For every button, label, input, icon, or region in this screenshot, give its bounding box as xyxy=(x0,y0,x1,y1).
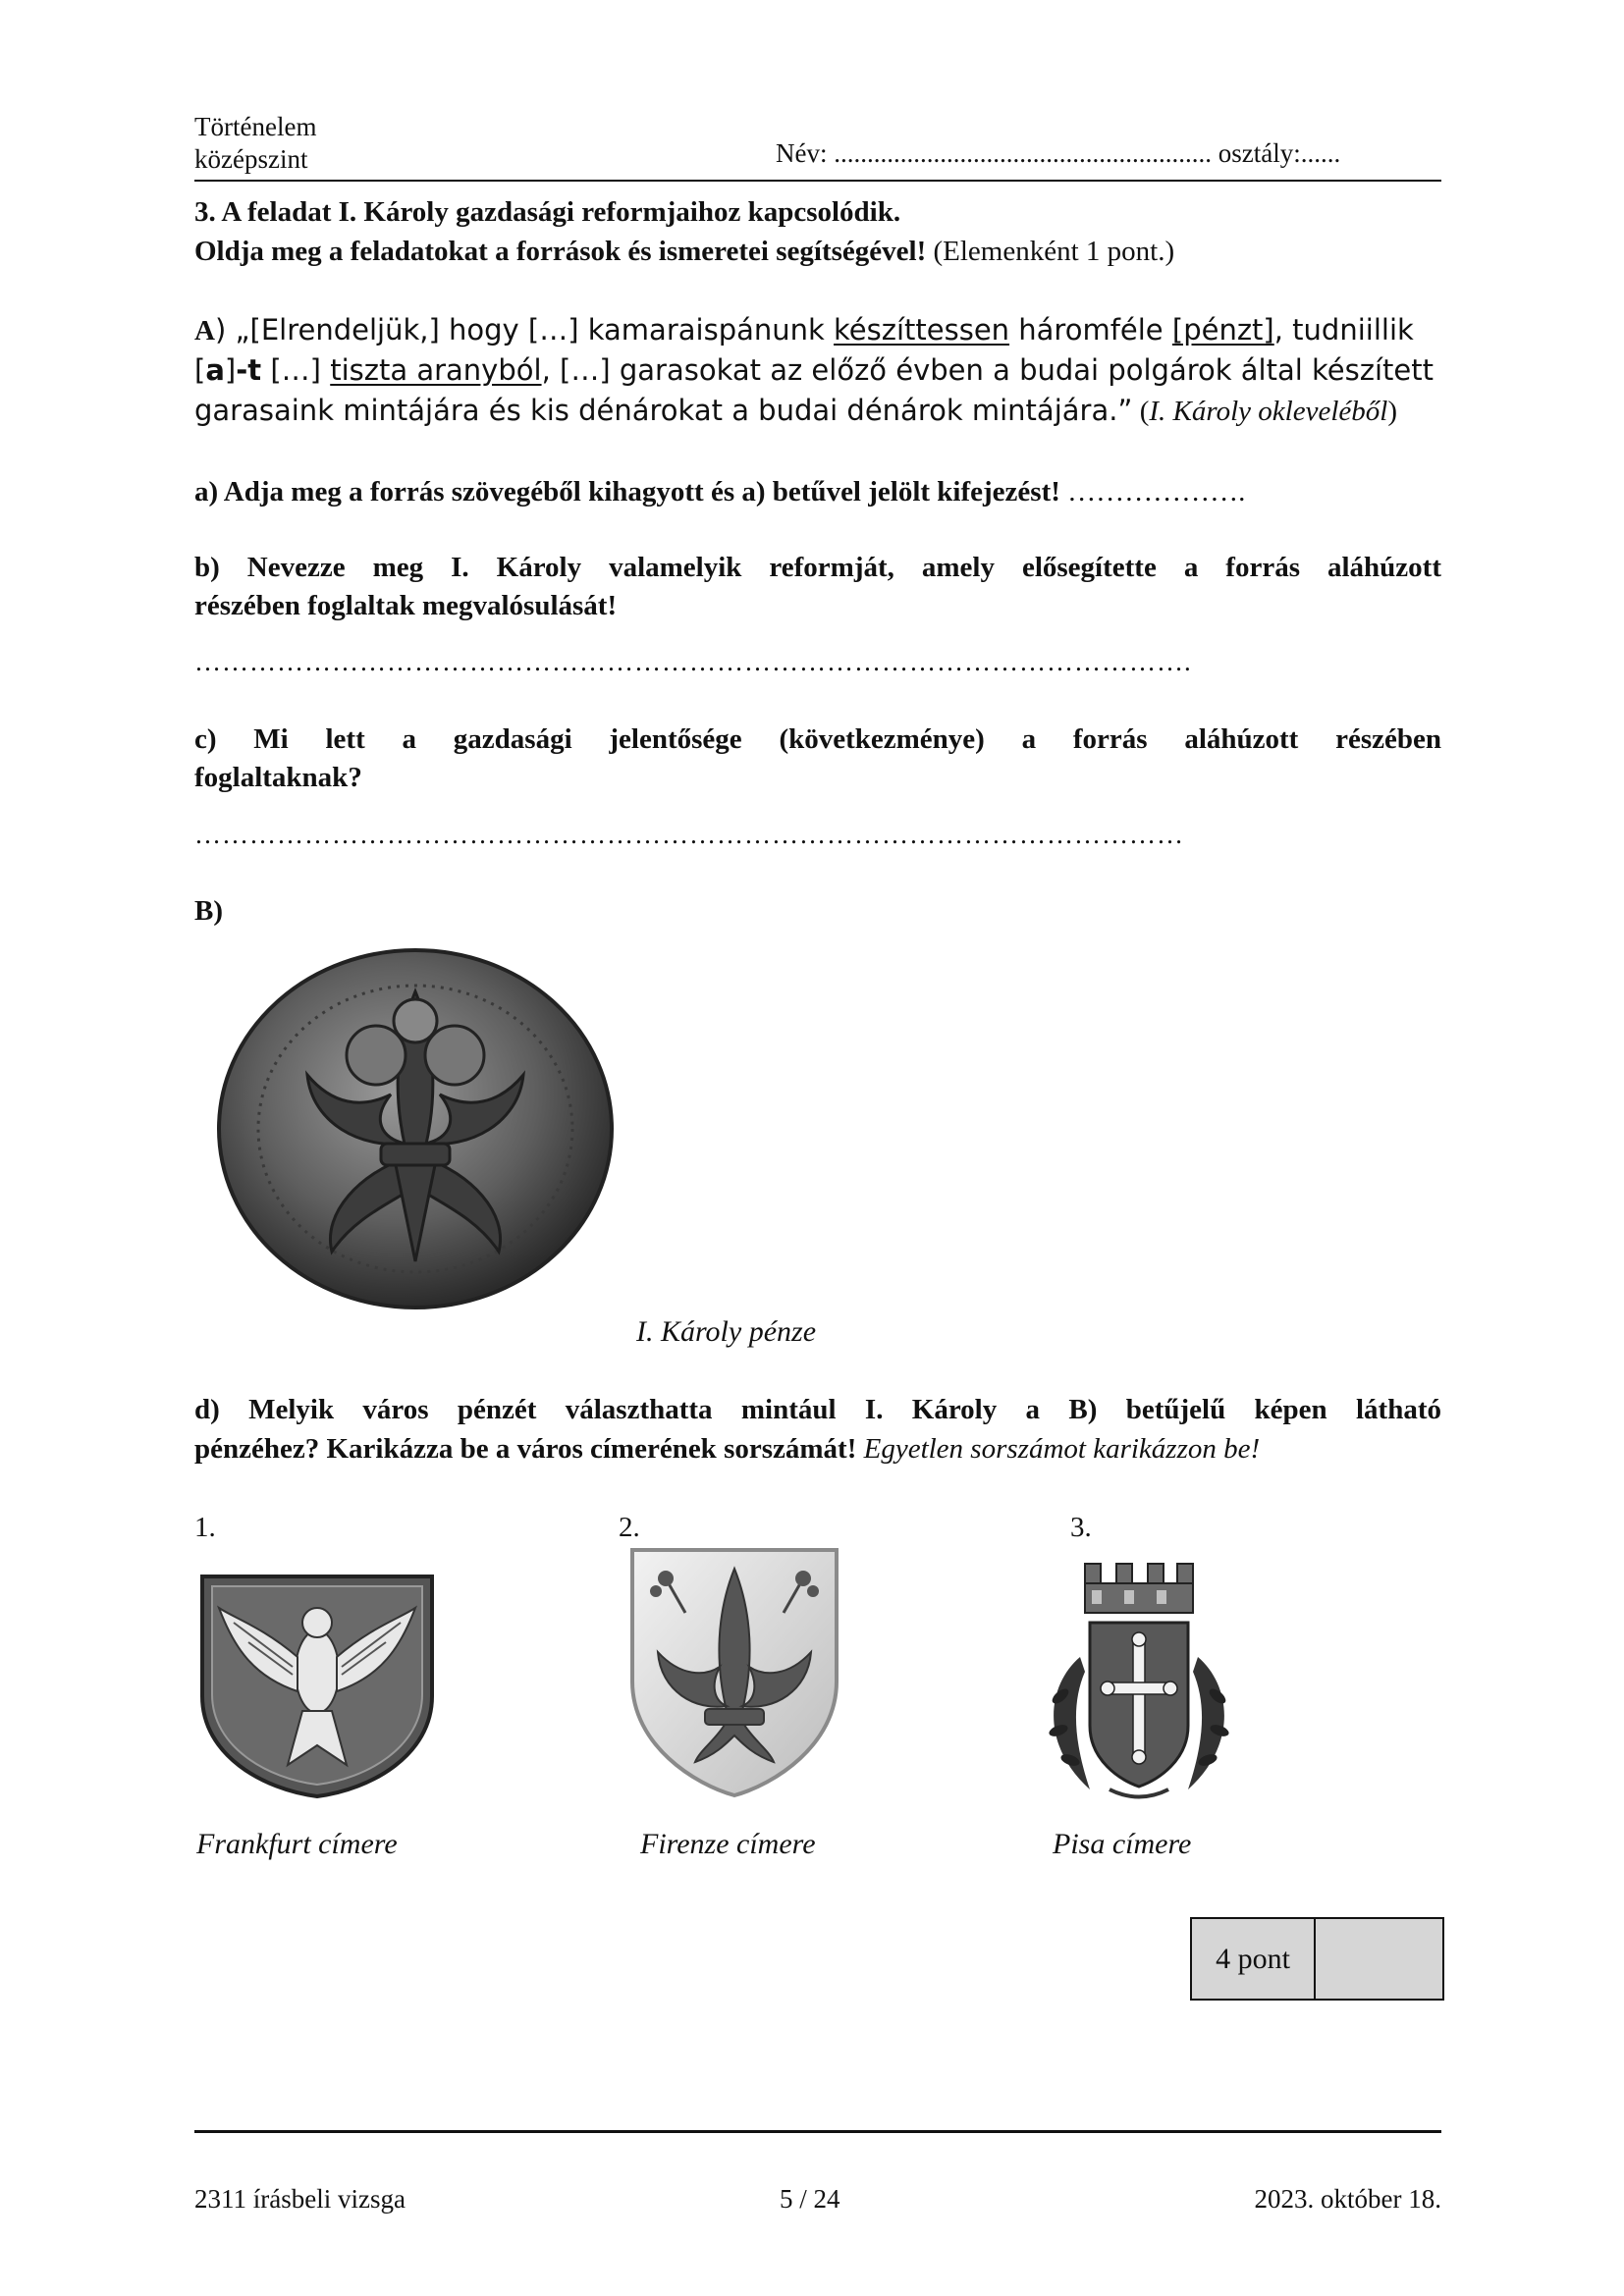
question-c-line-2: foglaltaknak? xyxy=(194,762,362,793)
underlined-phrase-tiszta-aranybol: tiszta aranyból xyxy=(330,353,542,387)
arms-caption-1: Frankfurt címere xyxy=(196,1828,398,1860)
source-a-line-3 xyxy=(194,391,1397,431)
cross-shield-crown-icon xyxy=(1031,1549,1247,1814)
question-b xyxy=(194,549,1441,587)
arms-number-1[interactable]: 1. xyxy=(194,1512,216,1543)
question-b-line-2: részében foglaltak megvalósulását! xyxy=(194,590,618,621)
footer-page: 5 / 24 xyxy=(780,2184,840,2214)
arms-number-2[interactable]: 2. xyxy=(619,1512,640,1543)
header-rule xyxy=(194,180,1441,182)
question-d xyxy=(194,1391,1441,1429)
level-label: középszint xyxy=(194,144,308,174)
attribution-close: ) xyxy=(1387,396,1397,427)
question-a xyxy=(194,473,1245,511)
firenze-arms xyxy=(626,1544,842,1801)
instruction-points: (Elemenként 1 pont.) xyxy=(933,236,1175,267)
bracket-open: [ xyxy=(194,353,206,387)
source-a-line-1 xyxy=(194,310,1441,350)
score-label: 4 pont xyxy=(1192,1919,1316,1999)
underlined-word-keszittessen: készíttessen xyxy=(834,313,1010,347)
coin-icon xyxy=(214,947,617,1310)
task-instruction xyxy=(194,233,1174,271)
question-d-italic: Egyetlen sorszámot karikázzon be! xyxy=(863,1433,1261,1465)
answer-b-field[interactable]: ………………………………………………………………………………………………. xyxy=(194,647,1192,676)
question-c xyxy=(194,721,1441,759)
source-b-label: B) xyxy=(194,895,223,927)
question-d-bold: pénzéhez? Karikázza be a város címerének sorszámát! xyxy=(194,1433,857,1465)
answer-c-field[interactable]: ……………………………………………………………………………………………… xyxy=(194,820,1184,849)
coin-caption: I. Károly pénze xyxy=(636,1315,817,1348)
frankfurt-arms xyxy=(194,1569,440,1799)
source-a-label: A xyxy=(194,315,215,347)
source-a-text: , tudniillik xyxy=(1273,313,1414,347)
source-a-line-2 xyxy=(194,350,1434,390)
coin-image xyxy=(214,947,617,1310)
answer-a-field[interactable]: ………………. xyxy=(1067,476,1246,507)
attribution-open: ( xyxy=(1132,396,1150,427)
footer-exam: 2311 írásbeli vizsga xyxy=(194,2184,406,2214)
source-a-text: ) „[Elrendeljük,] hogy […] kamaraispánunk xyxy=(214,313,835,347)
source-a-text: , […] garasokat az előző évben a budai polgárok által készített xyxy=(541,353,1434,387)
question-b-text: b) Nevezze meg I. Károly valamelyik reformját, amely elősegítette a forrás aláhúzott xyxy=(194,552,1441,583)
score-box xyxy=(1190,1917,1444,2001)
pisa-arms xyxy=(1031,1549,1247,1814)
task-title: 3. A feladat I. Károly gazdasági reformjaihoz kapcsolódik. xyxy=(194,196,901,228)
bracket-close: ] xyxy=(224,353,237,387)
arms-number-3[interactable]: 3. xyxy=(1070,1512,1092,1543)
question-c-text: c) Mi lett a gazdasági jelentősége (következménye) a forrás aláhúzott részében xyxy=(194,723,1441,755)
lily-shield-icon xyxy=(626,1544,842,1801)
gap-a-suffix: -t xyxy=(236,353,262,387)
source-a-text: garasaink mintájára és kis dénárokat a budai dénárok mintájára.” xyxy=(194,394,1133,427)
name-class-field[interactable]: Név: ......................................................... osztály:...... xyxy=(776,138,1341,168)
score-input[interactable] xyxy=(1316,1919,1442,1999)
instruction-bold: Oldja meg a feladatokat a források és ismeretei segítségével! xyxy=(194,236,927,267)
gap-a-marker: a xyxy=(205,353,225,387)
underlined-word-penzt: [pénzt] xyxy=(1171,313,1274,347)
arms-caption-2: Firenze címere xyxy=(640,1828,816,1860)
arms-caption-3: Pisa címere xyxy=(1053,1828,1192,1860)
footer-date: 2023. október 18. xyxy=(1254,2184,1441,2214)
source-a-attribution: I. Károly okleveléből xyxy=(1149,396,1388,427)
eagle-shield-icon xyxy=(194,1569,440,1799)
subject-label: Történelem xyxy=(194,112,317,141)
question-a-text: a) Adja meg a forrás szövegéből kihagyott és a) betűvel jelölt kifejezést! xyxy=(194,476,1060,507)
question-d-text: d) Melyik város pénzét választhatta mintául I. Károly a B) betűjelű képen látható xyxy=(194,1394,1441,1425)
source-a-text: háromféle xyxy=(1009,313,1172,347)
source-a-text: […] xyxy=(261,353,331,387)
question-d-line-2 xyxy=(194,1430,1260,1468)
footer-rule xyxy=(194,2130,1441,2133)
